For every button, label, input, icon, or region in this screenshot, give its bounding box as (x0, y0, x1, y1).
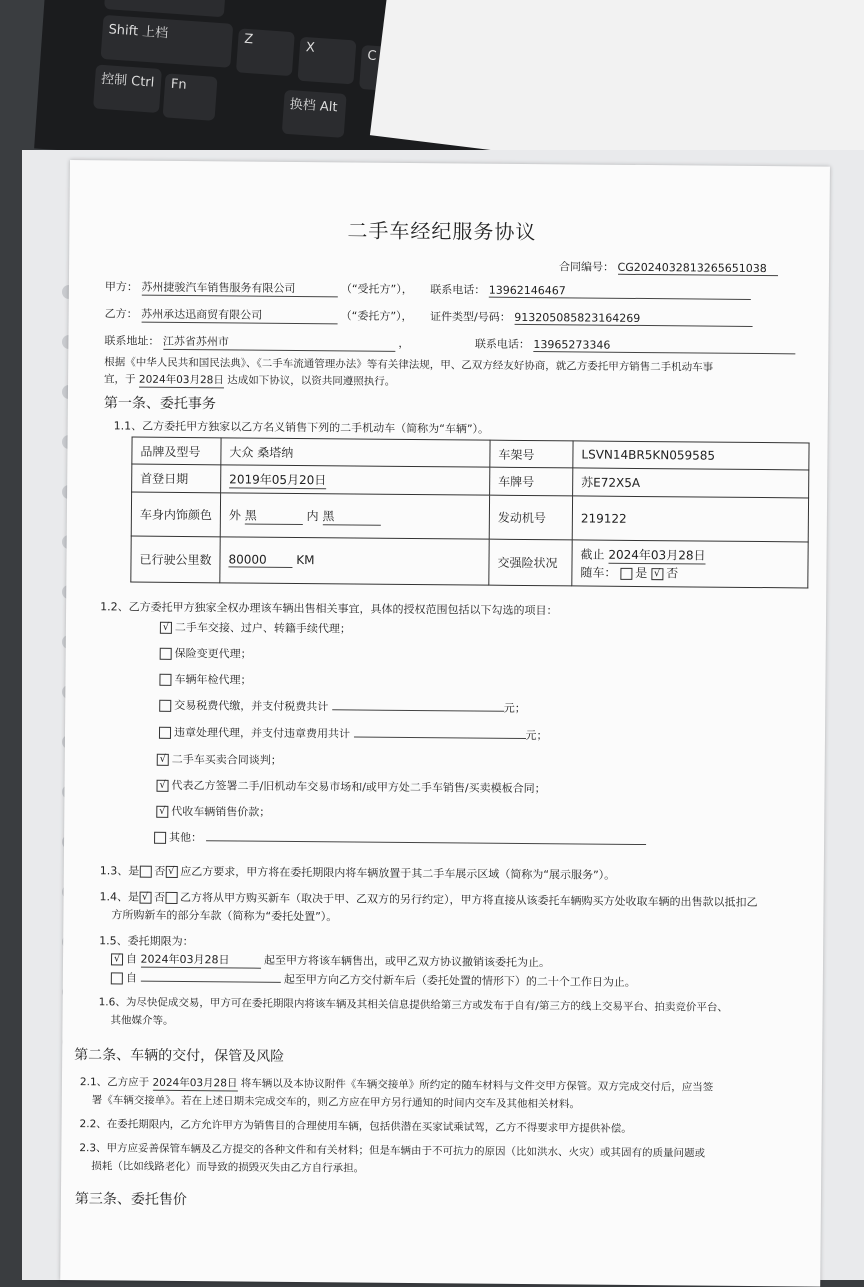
term-option-2 (111, 969, 636, 990)
option-checkbox[interactable]: √ (157, 754, 169, 766)
clause-1-3-yes-checkbox[interactable] (139, 866, 151, 878)
section-1-title: 第一条、委托事务 (103, 395, 216, 413)
option-checkbox[interactable] (159, 700, 171, 712)
preamble-prefix: 宜，于 (104, 373, 136, 386)
exterior-label: 外 (228, 507, 241, 523)
party-b-role: （“委托方”）， (340, 309, 413, 323)
insurance-until-row (580, 545, 799, 565)
party-b-phone: 13965273346 (533, 338, 795, 354)
term-2-date-blank[interactable] (140, 971, 280, 983)
clause-2-1-date: 2024年03月28日 (152, 1076, 238, 1090)
clause-2-3-line-1: 2.3、甲方应妥善保管车辆及乙方提交的各种文件和有关材料；但是车辆由于不可抗力的原因（比如洪水、火灾）或其固有的质量问题或 (79, 1142, 706, 1160)
option-text: 二手车买卖合同谈判； (171, 752, 282, 767)
clause-2-1-line-2: 署《车辆交接单》。若在上述日期未完成交车的，则乙方应在甲方另行通知的时间内交车及其他相关材料。 (91, 1094, 581, 1111)
option-row (159, 697, 526, 716)
reg-date-cell (221, 465, 490, 495)
preamble-line-2 (104, 371, 395, 390)
clause-1-4-line-2: 方所购新车的部分车款（简称为“委托处置”）。 (111, 908, 338, 924)
contract-number-label: 合同编号： (559, 260, 615, 274)
option-text: 其他： (169, 830, 203, 845)
insurance-until-label: 截止 (580, 547, 605, 562)
engine-label: 发动机号 (489, 495, 572, 540)
option-text: 代表乙方签署二手/旧机动车交易市场和/或甲方处二手车销售/买卖模板合同； (171, 778, 546, 796)
vehicle-table (130, 437, 809, 589)
key-z: Z (236, 28, 295, 76)
clause-2-1-prefix: 2.1、乙方应于 (79, 1076, 150, 1089)
option-row (154, 829, 646, 849)
section-2-title: 第二条、车辆的交付，保管及风险 (74, 1047, 285, 1065)
plate-value: 苏E72X5A (573, 468, 809, 498)
clause-1-5: 1.5、委托期限为： (99, 934, 194, 949)
mileage-unit: KM (296, 552, 315, 568)
term-2-checkbox[interactable] (111, 972, 123, 984)
color-label: 车身内饰颜色 (131, 492, 220, 537)
option-row (159, 724, 548, 743)
clause-2-3-line-2: 损耗（比如线路老化）而导致的损毁灭失由乙方自行承担。 (91, 1160, 365, 1175)
key-shift: Shift 上档 (101, 15, 234, 68)
brand-label: 品牌及型号 (132, 437, 221, 465)
clause-1-4-yes-checkbox[interactable]: √ (139, 892, 151, 904)
insurance-yes-label: 是 (635, 565, 648, 581)
insurance-label: 交强险状况 (489, 539, 572, 586)
address-label: 联系地址： (104, 334, 160, 348)
option-checkbox[interactable]: √ (156, 806, 168, 818)
key-c: C (359, 45, 418, 93)
party-a-phone-label: 联系电话： (430, 283, 486, 297)
party-a-row (105, 278, 751, 301)
clause-1-3-yes: 1.3、是 (99, 864, 140, 878)
exterior-color: 黑 (245, 506, 303, 525)
option-checkbox[interactable]: √ (156, 780, 168, 792)
clause-1-6-line-2: 其他媒介等。 (110, 1014, 174, 1027)
option-suffix: 元； (503, 701, 526, 715)
option-text: 二手车交接、过户、转籍手续代理； (174, 620, 351, 636)
plate-label: 车牌号 (490, 467, 573, 496)
address-suffix: ， (398, 336, 410, 350)
engine-value: 219122 (572, 496, 808, 542)
document-title: 二手车经纪服务协议 (347, 218, 537, 245)
option-text: 代收车辆销售价款； (171, 804, 271, 819)
clause-1-4-yes: 1.4、是 (99, 890, 140, 904)
insurance-until-date: 2024年03月28日 (608, 547, 706, 563)
clause-1-6-line-1: 1.6、为尽快促成交易，甲方可在委托期限内将该车辆及其相关信息提供给第三方或发布于自有/第三方的线上交易平台、拍卖竞价平台、 (98, 996, 728, 1014)
color-cell (220, 493, 489, 539)
insurance-yes-checkbox[interactable] (620, 567, 632, 579)
insurance-no-label: 否 (666, 566, 679, 581)
term-1-checkbox[interactable]: √ (111, 953, 123, 965)
term-2-text: 起至甲方向乙方交付新车后（委托处置的情形下）的二十个工作日为止。 (283, 972, 636, 989)
option-text: 违章处理代理，并支付违章费用共计 (173, 725, 351, 741)
party-b-phone-label: 联系电话： (474, 337, 530, 352)
option-row (157, 751, 282, 768)
clause-1-3-no-checkbox[interactable]: √ (165, 866, 177, 878)
term-option-1 (111, 950, 550, 971)
preamble-line-1: 根据《中华人民共和国民法典》、《二手车流通管理办法》等有关律法规，甲、乙双方经友好协商，就乙方委托甲方销售二手机动车事 (104, 356, 714, 374)
clause-1-2: 1.2、乙方委托甲方独家全权办理该车辆出售相关事宜，具体的授权范围包括以下勾选的项目： (100, 600, 558, 618)
brand-value: 大众 桑塔纳 (221, 438, 490, 467)
mileage-label: 已行驶公里数 (131, 536, 220, 583)
clause-2-1-text: 将车辆以及本协议附件《车辆交接单》所约定的随车材料与文件交甲方保管。双方完成交付后，应当签 (240, 1077, 714, 1094)
contract-page (60, 160, 830, 1287)
option-row (156, 777, 545, 796)
vin-value: LSVN14BR5KN059585 (573, 441, 809, 470)
key-x: X (297, 37, 356, 85)
insurance-cell (572, 540, 808, 588)
insurance-with-car-row (580, 563, 799, 582)
mileage-value: 80000 (228, 552, 292, 568)
option-checkbox[interactable] (160, 648, 172, 660)
option-row (156, 803, 270, 820)
party-a-phone: 13962146467 (489, 284, 751, 300)
interior-label: 内 (306, 508, 319, 523)
party-b-id-label: 证件类型/号码： (429, 310, 511, 324)
key-fn: Fn (163, 73, 218, 121)
option-checkbox[interactable] (159, 674, 171, 686)
term-1-text: 起至甲方将该车辆售出，或甲乙双方协议撤销该委托为止。 (263, 953, 551, 970)
interior-color: 黑 (322, 507, 380, 526)
reg-date-label: 首登日期 (132, 464, 221, 493)
term-2-from: 自 (125, 971, 137, 985)
option-text: 车辆年检代理； (174, 672, 252, 687)
clause-1-1: 1.1、乙方委托甲方独家以乙方名义销售下列的二手机动车（简称为“车辆”）。 (113, 419, 490, 436)
other-blank[interactable] (206, 830, 646, 845)
option-row (160, 645, 252, 662)
clause-1-4-no-checkbox[interactable] (165, 892, 177, 904)
party-b-label: 乙方： (104, 307, 138, 321)
key-ctrl: 控制 Ctrl (93, 64, 162, 112)
clause-2-2: 2.2、在委托期限内，乙方允许甲方为销售目的合理使用车辆，包括供潜在买家试乘试驾，乙方不得要求甲方提供补偿。 (79, 1118, 632, 1135)
address-row (104, 332, 795, 355)
term-1-date: 2024年03月28日 (140, 951, 260, 969)
key-alt: 换档 Alt (282, 90, 347, 138)
option-checkbox[interactable]: √ (160, 622, 172, 634)
preamble-date: 2024年03月28日 (138, 373, 224, 387)
key-capslock (104, 0, 226, 17)
address-value: 江苏省苏州市 (163, 333, 395, 352)
reg-date-value: 2019年05月20日 (229, 471, 327, 487)
option-text: 交易税费代缴，并支付税费共计 (174, 698, 329, 714)
clause-1-3-text: 应乙方要求，甲方将在委托期限内将车辆放置于其二手车展示区域（简称为“展示服务”）。 (180, 864, 616, 882)
party-a-name: 苏州捷骏汽车销售服务有限公司 (141, 279, 337, 298)
option-row (160, 619, 351, 637)
option-checkbox[interactable] (159, 727, 171, 739)
clause-1-4-no: 否 (154, 890, 166, 904)
insurance-with-label: 随车： (580, 565, 617, 580)
party-b-id: 913205085823164269 (514, 311, 752, 327)
clause-1-4-text: 乙方将从甲方购买新车（取决于甲、乙双方的另行约定），甲方将直接从该委托车辆购买方处收取车辆的出售款以抵扣乙 (180, 890, 758, 910)
violation-amount-blank[interactable] (353, 726, 525, 739)
contract-number: CG2024032813265651038 (618, 261, 778, 276)
mileage-cell (220, 537, 489, 585)
tax-amount-blank[interactable] (332, 699, 504, 712)
option-suffix: 元； (525, 728, 548, 743)
option-text: 保险变更代理； (174, 646, 252, 661)
clause-1-3-no: 否 (154, 864, 166, 878)
vin-label: 车架号 (490, 440, 573, 468)
clause-1-3 (100, 862, 616, 882)
contract-number-row (559, 258, 778, 276)
option-row (159, 671, 251, 688)
party-a-label: 甲方： (104, 280, 138, 294)
section-3-title: 第三条、委托售价 (74, 1191, 187, 1209)
option-checkbox[interactable] (154, 832, 166, 844)
party-b-name: 苏州承达迅商贸有限公司 (141, 306, 337, 325)
party-b-row (105, 305, 753, 328)
party-a-role: （“受托方”）， (340, 282, 413, 296)
insurance-no-checkbox[interactable]: √ (651, 568, 663, 580)
preamble-suffix: 达成如下协议，以资共同遵照执行。 (227, 374, 396, 388)
term-1-from: 自 (125, 952, 138, 966)
